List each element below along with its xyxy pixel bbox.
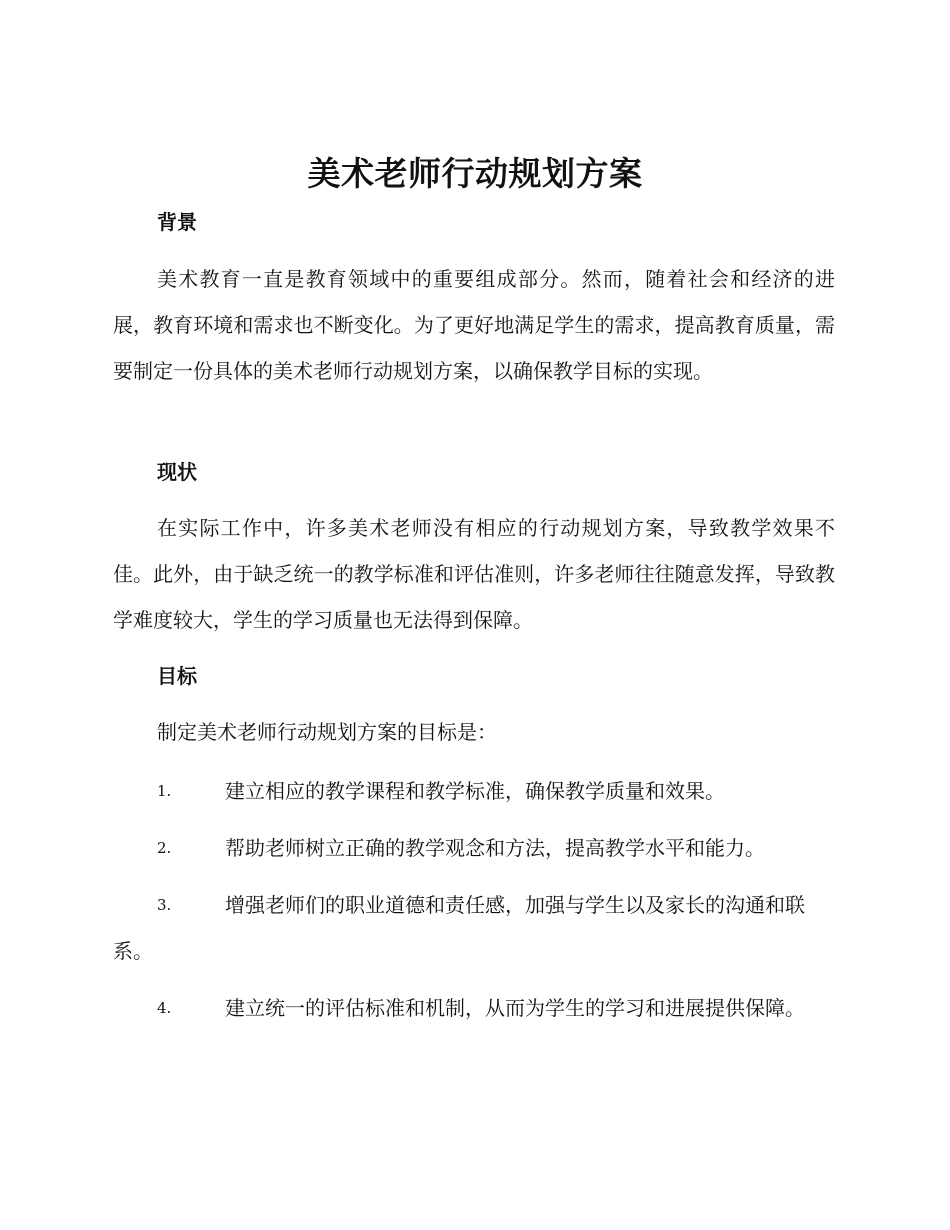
list-number: 3. — [157, 896, 172, 914]
section-heading-status: 现状 — [157, 460, 197, 484]
goals-intro: 制定美术老师行动规划方案的目标是： — [157, 720, 497, 744]
list-item-text: 建立相应的教学课程和教学标准，确保教学质量和效果。 — [225, 779, 725, 803]
list-number: 1. — [157, 782, 172, 800]
goal-list-item — [113, 882, 835, 974]
section-heading-background: 背景 — [157, 210, 197, 234]
goal-list-item — [113, 768, 835, 814]
document-title: 美术老师行动规划方案 — [307, 154, 643, 193]
goal-list-item — [113, 825, 835, 871]
goal-list-item — [113, 985, 835, 1031]
section-paragraph-status: 在实际工作中，许多美术老师没有相应的行动规划方案，导致教学效果不佳。此外，由于缺乏统一的教学标准和评估准则，许多老师往往随意发挥，导致教学难度较大，学生的学习质量也无法得到保障。 — [113, 516, 835, 632]
section-heading-goals: 目标 — [157, 664, 197, 688]
list-item-text: 帮助老师树立正确的教学观念和方法，提高教学水平和能力。 — [225, 836, 765, 860]
list-item-text: 建立统一的评估标准和机制，从而为学生的学习和进展提供保障。 — [225, 996, 805, 1020]
list-number: 4. — [157, 999, 172, 1017]
list-item-text: 增强老师们的职业道德和责任感，加强与学生以及家长的沟通和联系。 — [113, 893, 805, 963]
list-number: 2. — [157, 839, 172, 857]
section-paragraph-background: 美术教育一直是教育领域中的重要组成部分。然而，随着社会和经济的进展，教育环境和需求也不断变化。为了更好地满足学生的需求，提高教育质量，需要制定一份具体的美术老师行动规划方案，以确保教学目标的实现。 — [113, 267, 835, 383]
